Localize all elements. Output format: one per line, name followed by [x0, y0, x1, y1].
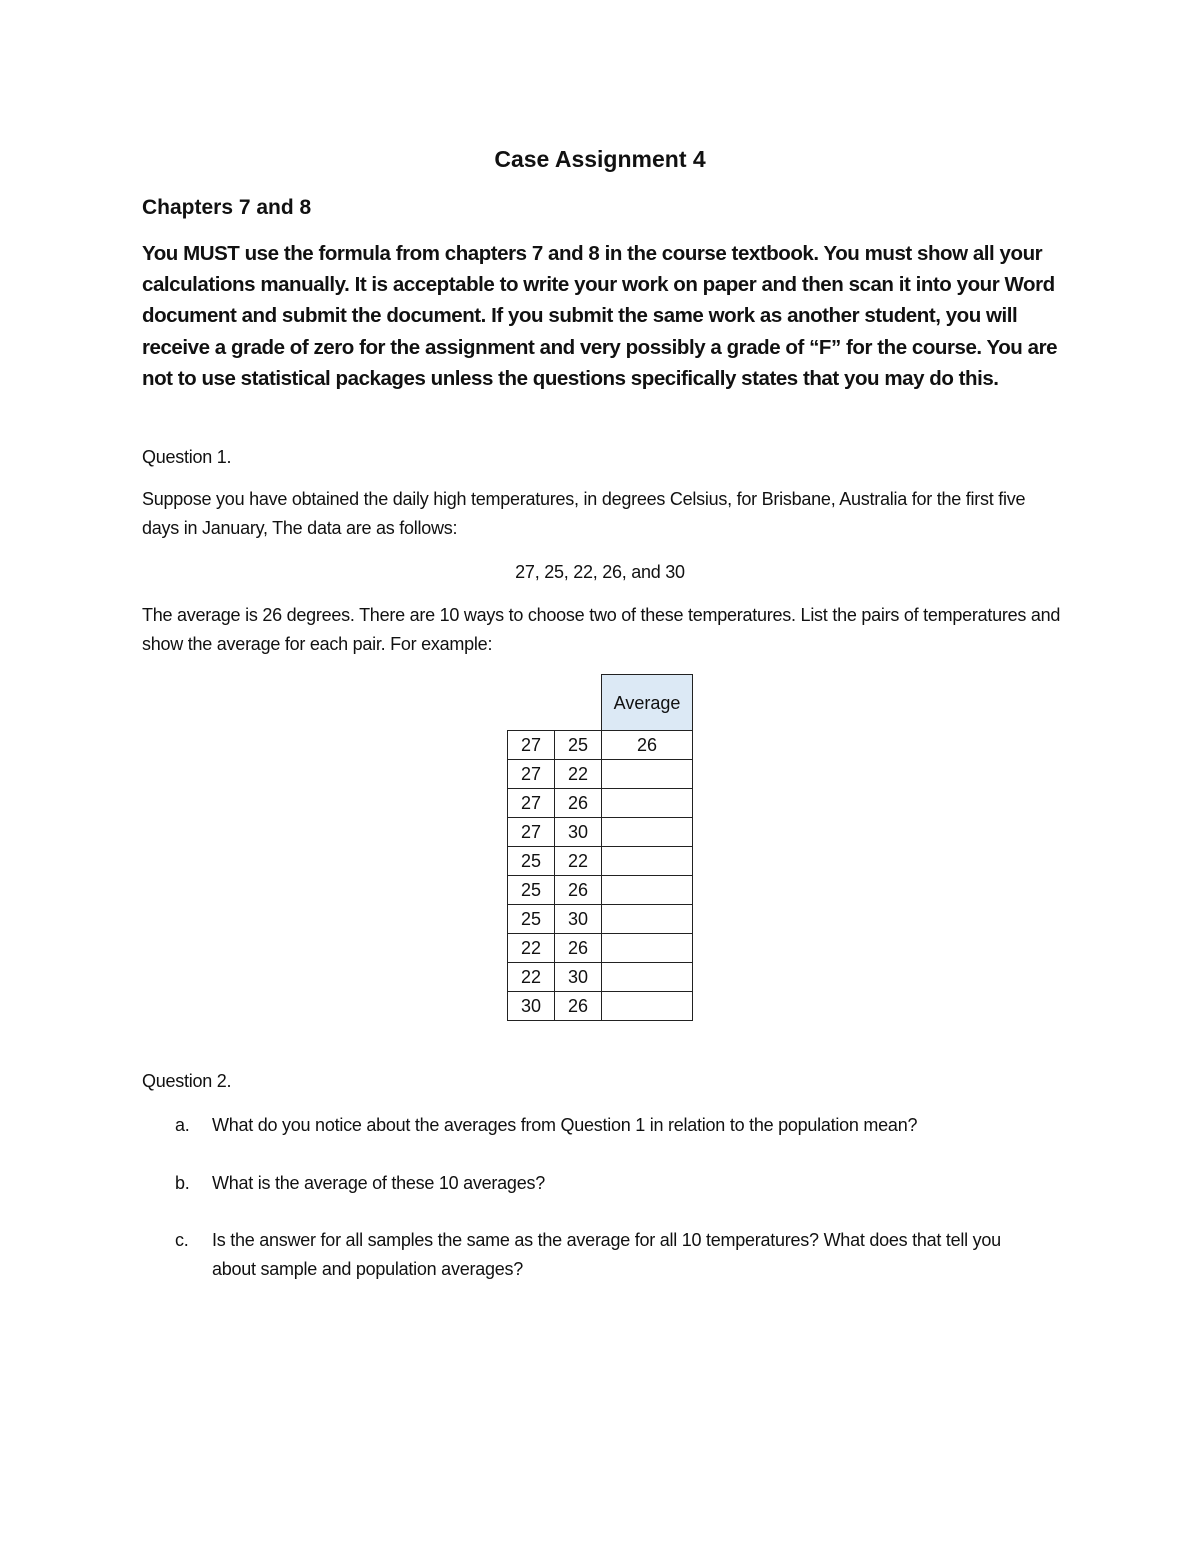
list-item-text: Is the answer for all samples the same as the average for all 10 temperatures? What does that tell you about sample and population averages?	[212, 1230, 1001, 1279]
table-row	[508, 760, 693, 789]
temp-a-cell: 30	[508, 992, 555, 1021]
average-cell	[602, 789, 693, 818]
table-row	[508, 876, 693, 905]
table-row	[508, 934, 693, 963]
table-row	[508, 992, 693, 1021]
question-1-text: Suppose you have obtained the daily high temperatures, in degrees Celsius, for Brisbane, Australia for the first five days in January, The data are as follows:	[142, 489, 1026, 538]
average-cell	[602, 847, 693, 876]
temp-a-cell: 25	[508, 847, 555, 876]
average-header-cell: Average	[602, 675, 693, 731]
list-item-label: c.	[175, 1230, 189, 1250]
list-item-label: a.	[175, 1115, 190, 1135]
temp-a-cell: 22	[508, 963, 555, 992]
average-cell: 26	[602, 731, 693, 760]
temp-b-cell: 25	[555, 731, 602, 760]
blank-cell	[508, 675, 555, 731]
temp-b-cell: 26	[555, 992, 602, 1021]
temp-a-cell: 27	[508, 760, 555, 789]
table-row	[508, 905, 693, 934]
temp-a-cell: 27	[508, 731, 555, 760]
question-1-instructions: The average is 26 degrees. There are 10 ways to choose two of these temperatures. List the pairs of temperatures and show the average for each pair. For example:	[142, 605, 1061, 654]
average-cell	[602, 818, 693, 847]
temp-a-cell: 27	[508, 789, 555, 818]
temp-b-cell: 26	[555, 789, 602, 818]
list-item-text: What is the average of these 10 averages?	[212, 1173, 545, 1193]
temp-b-cell: 22	[555, 760, 602, 789]
page-subtitle: Chapters 7 and 8	[142, 196, 312, 219]
temp-b-cell: 30	[555, 905, 602, 934]
question-2-heading: Question 2.	[142, 1071, 232, 1091]
average-cell	[602, 963, 693, 992]
average-cell	[602, 876, 693, 905]
list-item-label: b.	[175, 1173, 190, 1193]
table-row	[508, 847, 693, 876]
table-row	[508, 731, 693, 760]
page-title: Case Assignment 4	[494, 146, 706, 172]
temp-a-cell: 25	[508, 876, 555, 905]
average-cell	[602, 905, 693, 934]
temp-b-cell: 26	[555, 876, 602, 905]
pairs-table	[507, 674, 693, 1021]
temp-a-cell: 22	[508, 934, 555, 963]
instructions-paragraph: You MUST use the formula from chapters 7 and 8 in the course textbook. You must show all your calculations manually. It is acceptable to write your work on paper and then scan it into your Word document and submit the document. If you submit the same work as another student, you will receive a grade of zero for the assignment and very possibly a grade of “F” for the course. You are not to use statistical packages unless the questions specifically states that you may do this.	[142, 242, 1058, 390]
temp-b-cell: 30	[555, 818, 602, 847]
average-cell	[602, 992, 693, 1021]
temp-a-cell: 27	[508, 818, 555, 847]
temperature-data-line: 27, 25, 22, 26, and 30	[515, 562, 685, 582]
table-row	[508, 818, 693, 847]
table-row	[508, 789, 693, 818]
temp-b-cell: 26	[555, 934, 602, 963]
table-row	[508, 963, 693, 992]
list-item-text: What do you notice about the averages from Question 1 in relation to the population mean?	[212, 1115, 918, 1135]
temp-b-cell: 22	[555, 847, 602, 876]
question-1-heading: Question 1.	[142, 447, 232, 467]
average-cell	[602, 760, 693, 789]
blank-cell	[555, 675, 602, 731]
temp-a-cell: 25	[508, 905, 555, 934]
average-cell	[602, 934, 693, 963]
temp-b-cell: 30	[555, 963, 602, 992]
table-header-row	[508, 675, 693, 731]
